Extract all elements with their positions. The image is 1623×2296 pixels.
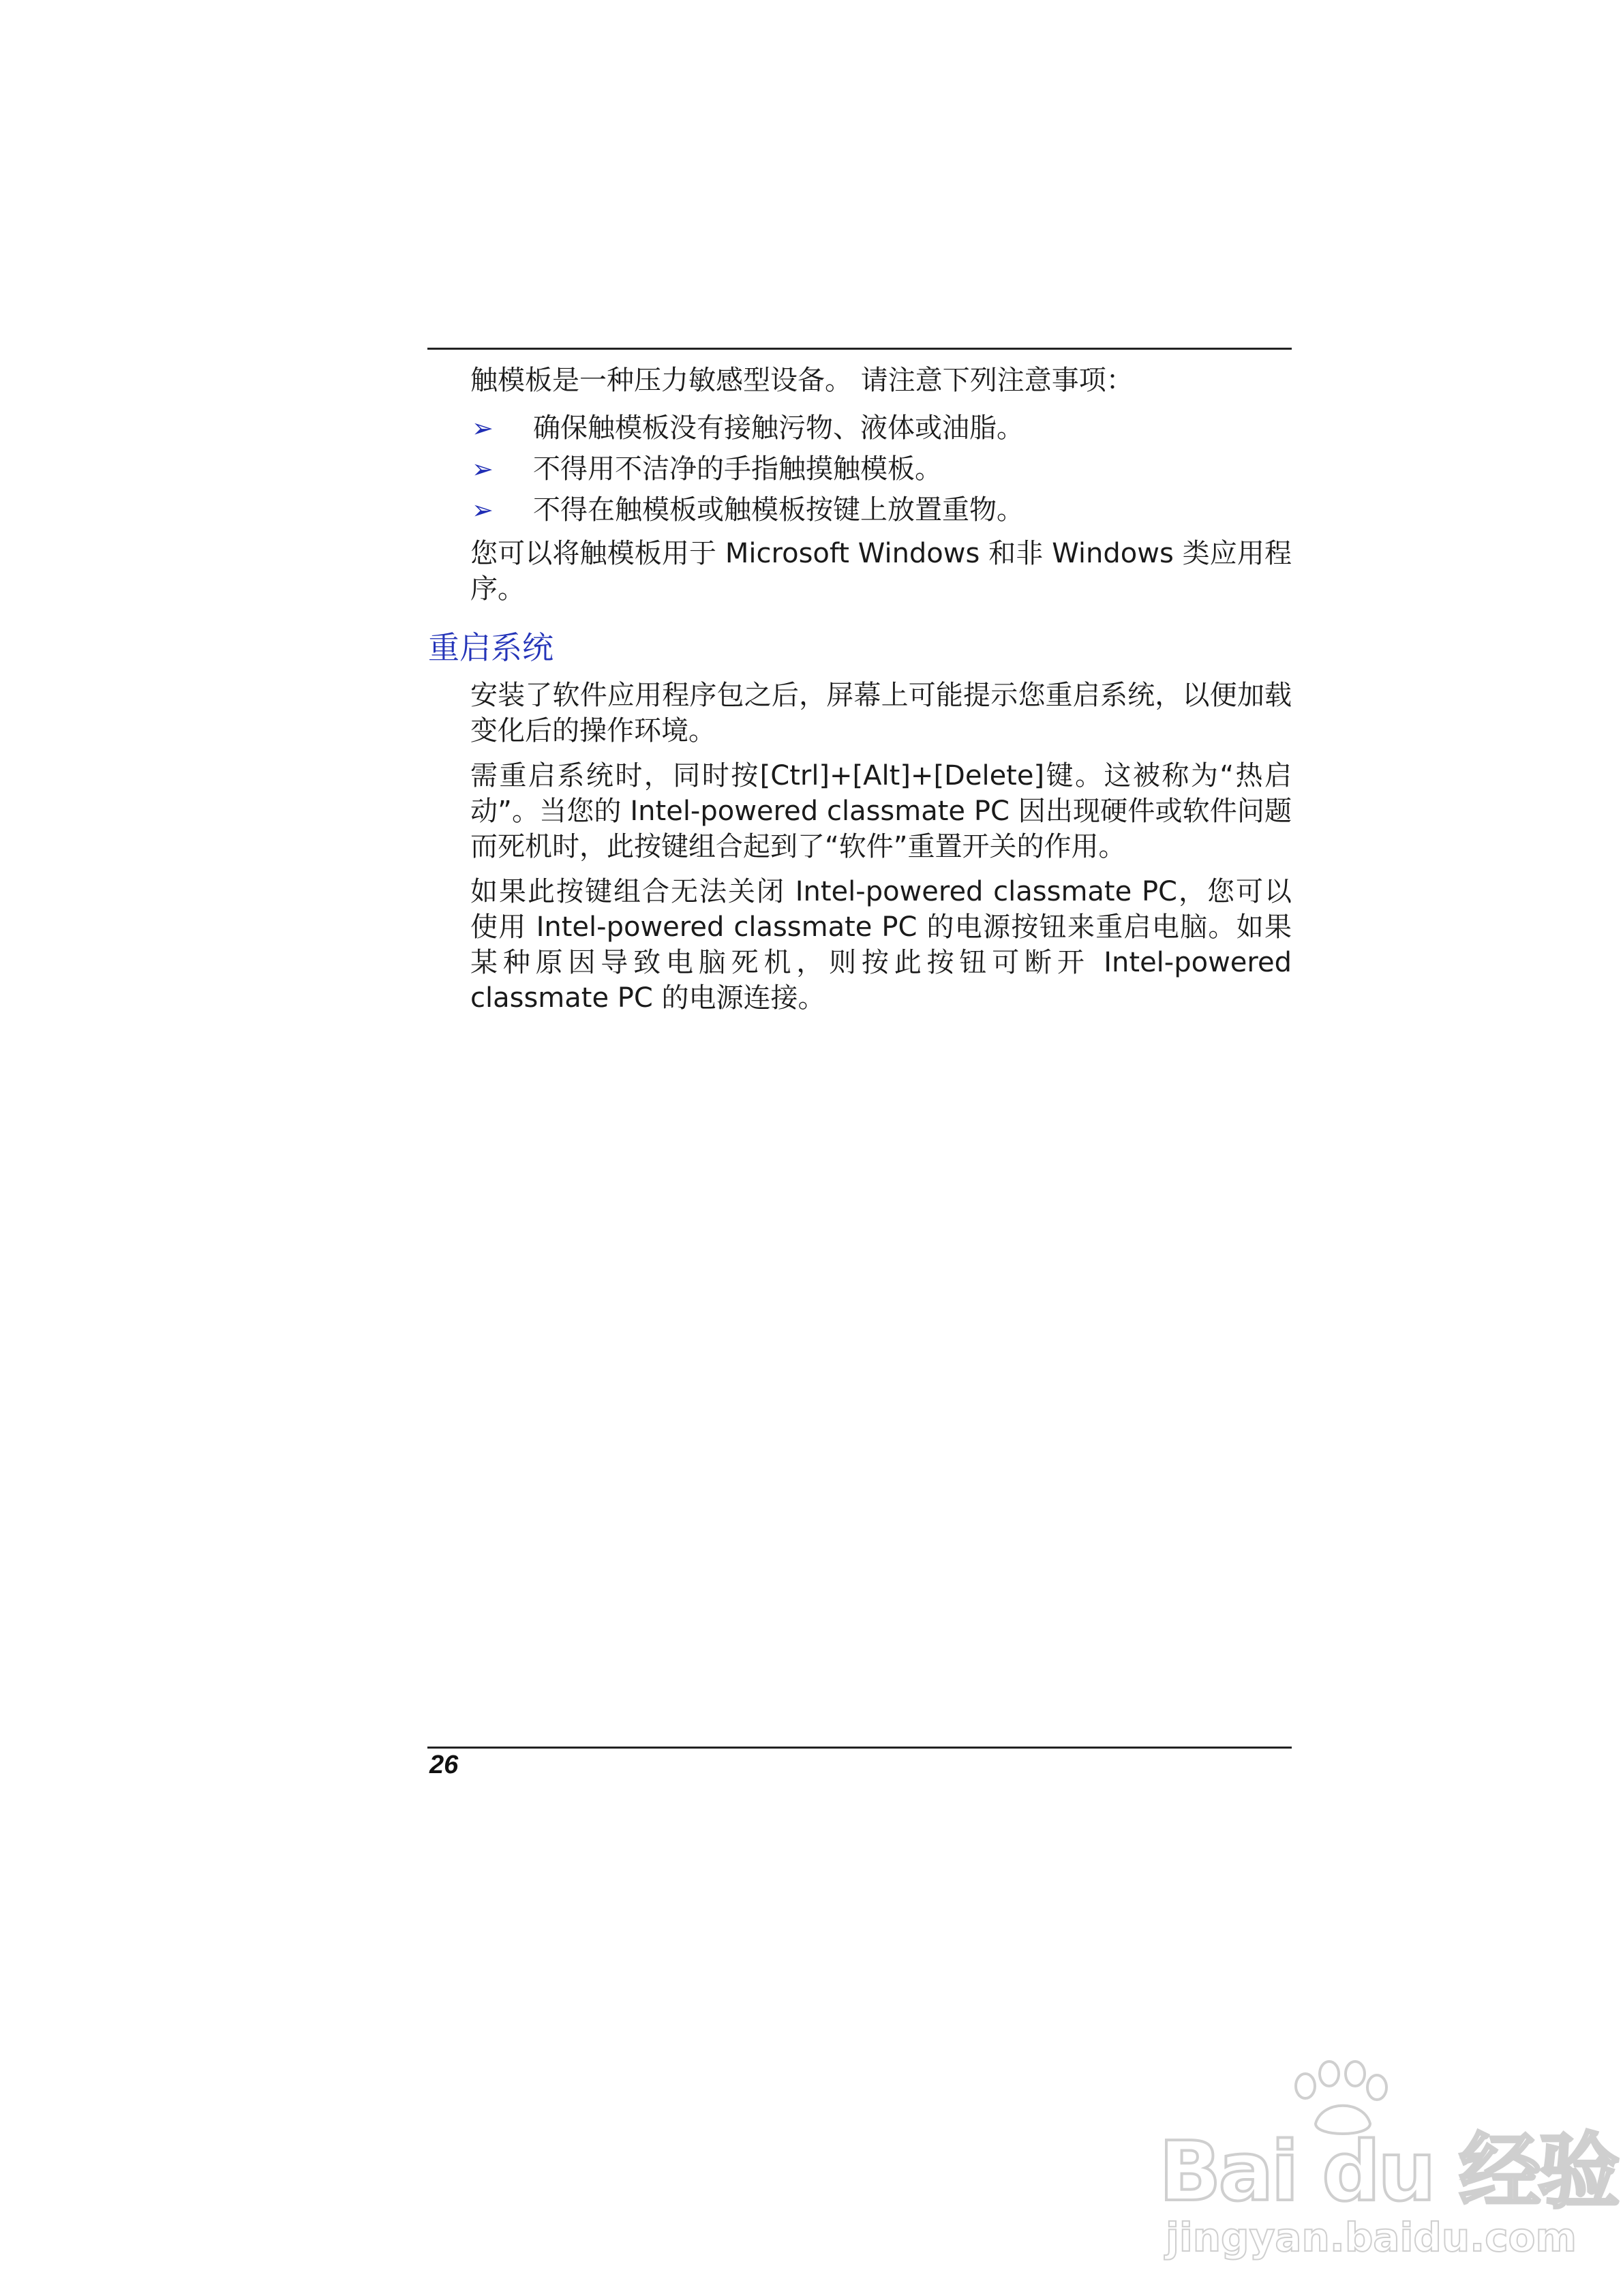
watermark-logo-text: Bai du 经验 [1159, 2125, 1618, 2220]
usage-note-paragraph: 您可以将触模板用于 Microsoft Windows 和非 Windows 类应用程序。 [470, 538, 1292, 605]
body-paragraph: 需重启系统时，同时按[Ctrl]+[Alt]+[Delete]键。这被称为“热启动”。当您的 Intel-powered classmate PC 因出现硬件或软件问题而死机时，此按键组合起到了“软件”重置开关的作用。 [470, 760, 1292, 862]
arrowhead-bullet-icon: ➢ [472, 413, 494, 443]
list-item [470, 408, 1292, 449]
body-paragraph: 如果此按键组合无法关闭 Intel-powered classmate PC，您可以使用 Intel-powered classmate PC 的电源按钮来重启电脑。如果某种原因导致电脑死机，则按此按钮可断开 Intel-powered classmate PC 的电源连接。 [470, 876, 1292, 1014]
section-heading: 重启系统 [428, 629, 553, 666]
arrowhead-bullet-icon: ➢ [472, 454, 494, 484]
body-paragraph: 安装了软件应用程序包之后，屏幕上可能提示您重启系统，以便加载变化后的操作环境。 [470, 680, 1292, 746]
watermark-url: jingyan.baidu.com [1166, 2214, 1577, 2261]
intro-paragraph: 触模板是一种压力敏感型设备。 请注意下列注意事项： [470, 365, 1134, 396]
list-item-text: 确保触模板没有接触污物、液体或油脂。 [533, 412, 1024, 444]
header-rule [427, 348, 1292, 350]
page-number: 26 [429, 1751, 459, 1779]
page-body [428, 363, 1292, 1025]
arrowhead-bullet-icon: ➢ [472, 495, 494, 525]
list-item-text: 不得用不洁净的手指触摸触模板。 [533, 453, 942, 485]
list-item [470, 489, 1292, 530]
precautions-list [470, 408, 1292, 530]
list-item-text: 不得在触模板或触模板按键上放置重物。 [533, 494, 1024, 526]
baidu-watermark [1159, 2059, 1618, 2263]
list-item [470, 449, 1292, 489]
footer-rule [427, 1747, 1292, 1749]
